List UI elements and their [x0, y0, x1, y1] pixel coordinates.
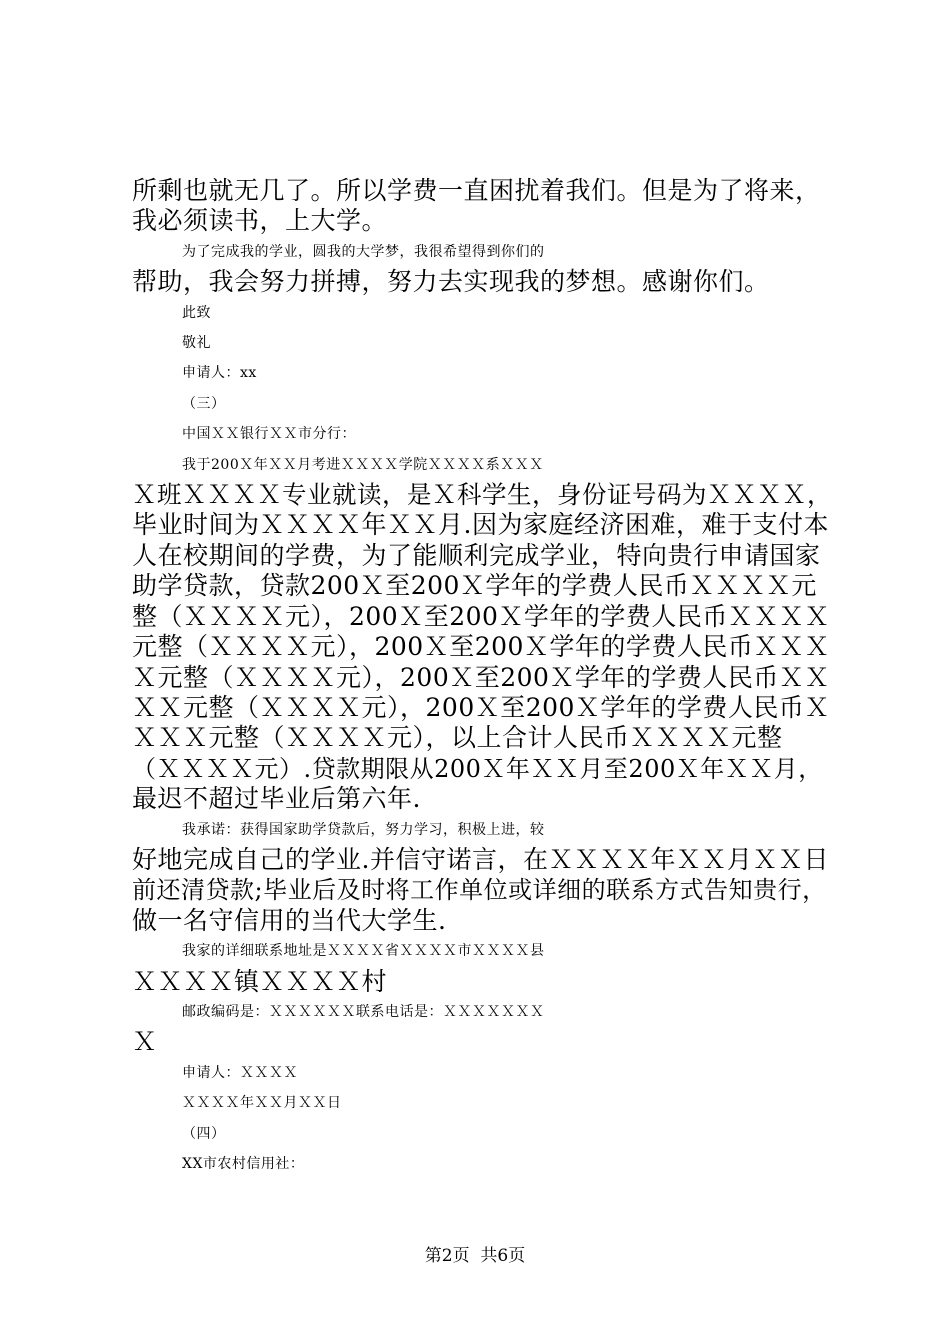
- document-line: XX市农村信用社：: [182, 1156, 305, 1172]
- document-line: 我于200Ｘ年ＸＸ月考进ＸＸＸＸ学院ＸＸＸＸ系ＸＸＸ: [182, 456, 544, 473]
- document-line: 做一名守信用的当代大学生.: [132, 905, 447, 935]
- document-line: 敬礼: [182, 335, 211, 352]
- document-line: 我必须读书，上大学。: [132, 206, 388, 236]
- page-footer: 第2页 共6页: [424, 1246, 526, 1266]
- document-line: 我承诺：获得国家助学贷款后，努力学习，积极上进，较: [182, 821, 545, 838]
- document-line: Ｘ元整（ＸＸＸＸ元），200Ｘ至200Ｘ学年的学费人民币ＸＸ: [132, 662, 830, 692]
- document-line: 为了完成我的学业，圆我的大学梦，我很希望得到你们的: [182, 243, 545, 260]
- document-line: ＸＸＸＸ年ＸＸ月ＸＸ日: [182, 1095, 342, 1112]
- document-line: 毕业时间为ＸＸＸＸ年ＸＸ月.因为家庭经济困难，难于支付本: [132, 510, 829, 540]
- document-line: 元整（ＸＸＸＸ元），200Ｘ至200Ｘ学年的学费人民币ＸＸＸ: [132, 632, 830, 662]
- document-line: 人在校期间的学费，为了能顺利完成学业，特向贵行申请国家: [132, 540, 821, 570]
- document-line: 整（ＸＸＸＸ元），200Ｘ至200Ｘ学年的学费人民币ＸＸＸＸ: [132, 601, 830, 631]
- document-line: （四）: [182, 1125, 226, 1142]
- document-line: 我家的详细联系地址是ＸＸＸＸ省ＸＸＸＸ市ＸＸＸＸ县: [182, 943, 545, 960]
- document-line: 邮政编码是：ＸＸＸＸＸＸ联系电话是：ＸＸＸＸＸＸＸ: [182, 1003, 545, 1020]
- document-line: （三）: [182, 395, 226, 412]
- document-line: 申请人：xx: [182, 365, 257, 382]
- document-line: ＸＸＸ元整（ＸＸＸＸ元），以上合计人民币ＸＸＸＸ元整: [132, 723, 783, 753]
- document-line: ＸＸ元整（ＸＸＸＸ元），200Ｘ至200Ｘ学年的学费人民币Ｘ: [132, 692, 830, 722]
- document-line: 助学贷款，贷款200Ｘ至200Ｘ学年的学费人民币ＸＸＸＸ元: [132, 571, 817, 601]
- document-line: 申请人：ＸＸＸＸ: [182, 1064, 298, 1081]
- document-line: 中国ＸＸ银行ＸＸ市分行：: [182, 426, 356, 443]
- document-line: ＸＸＸＸ镇ＸＸＸＸ村: [132, 966, 388, 996]
- document-line: 所剩也就无几了。所以学费一直困扰着我们。但是为了将来，: [132, 176, 821, 205]
- document-body: [132, 176, 832, 1179]
- document-line: 此致: [182, 304, 211, 321]
- document-line: Ｘ班ＸＸＸＸ专业就读，是Ｘ科学生，身份证号码为ＸＸＸＸ，: [132, 480, 832, 510]
- document-line: 好地完成自己的学业.并信守诺言，在ＸＸＸＸ年ＸＸ月ＸＸ日: [132, 844, 829, 874]
- document-line: 最迟不超过毕业后第六年.: [132, 784, 421, 814]
- document-line: 帮助，我会努力拼搏，努力去实现我的梦想。感谢你们。: [132, 267, 770, 297]
- document-line: （ＸＸＸＸ元）.贷款期限从200Ｘ年ＸＸ月至200Ｘ年ＸＸ月，: [132, 754, 823, 783]
- document-line: 前还清贷款;毕业后及时将工作单位或详细的联系方式告知贵行，: [132, 876, 827, 905]
- document-line: Ｘ: [132, 1027, 158, 1057]
